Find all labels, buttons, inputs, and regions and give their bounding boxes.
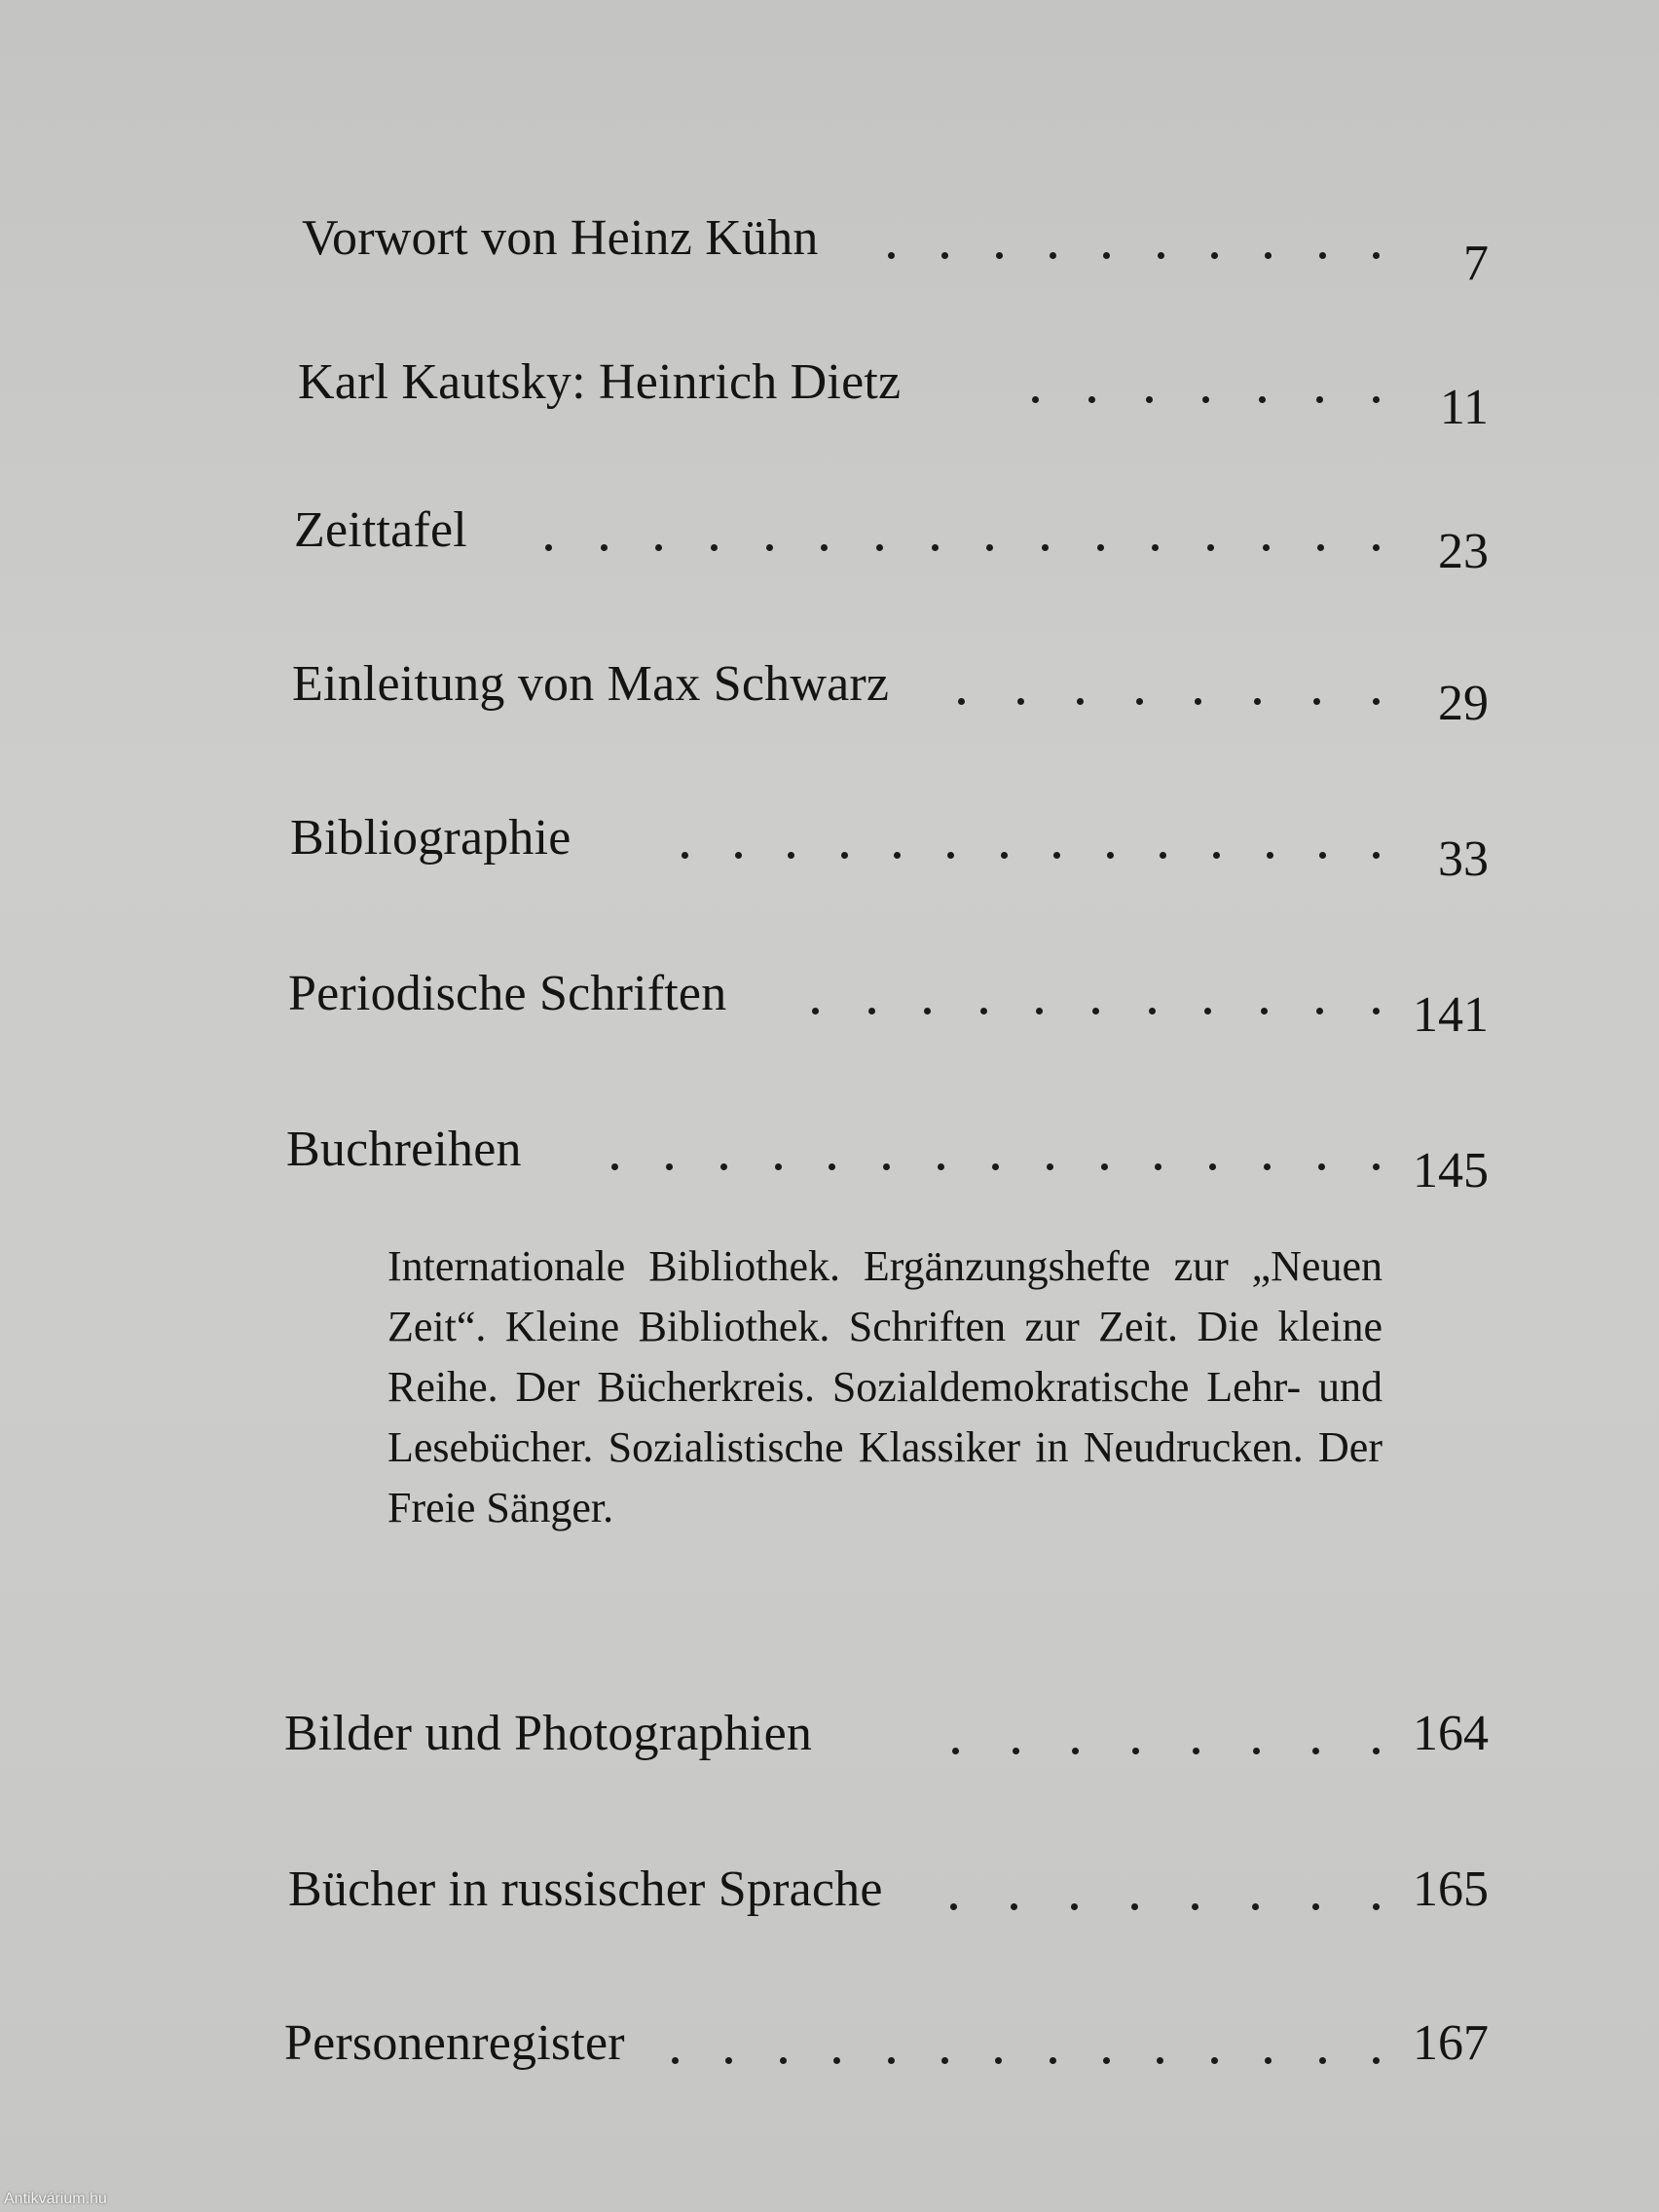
toc-entry-title: Bücher in russischer Sprache: [288, 1862, 883, 1917]
leader-dot: [952, 1748, 959, 1754]
leader-dot: [711, 544, 718, 551]
leader-dot: [1211, 2057, 1218, 2064]
dot-leader: [682, 812, 1380, 870]
leader-dot: [1317, 544, 1324, 551]
leader-dot: [941, 252, 948, 259]
leader-dot: [1319, 2057, 1326, 2064]
toc-entry-page: 7: [1463, 236, 1489, 291]
leader-dot: [1373, 1903, 1380, 1910]
leader-dot: [1053, 852, 1060, 859]
leader-dot: [996, 252, 1003, 259]
leader-dot: [1211, 252, 1218, 259]
leader-dot: [1207, 544, 1214, 551]
leader-dot: [775, 1163, 782, 1170]
dot-leader: [888, 212, 1380, 271]
leader-dot: [876, 544, 883, 551]
leader-dot: [1092, 1008, 1099, 1014]
toc-entry: [0, 497, 1659, 579]
leader-dot: [980, 1008, 987, 1014]
toc-entry: [0, 1116, 1659, 1198]
leader-dot: [1319, 252, 1326, 259]
leader-dot: [1011, 1903, 1017, 1910]
toc-entry: [0, 204, 1659, 291]
leader-dot: [1158, 252, 1164, 259]
leader-dot: [1204, 1008, 1211, 1014]
leader-dot: [986, 544, 993, 551]
toc-entry: [0, 349, 1659, 435]
leader-dot: [735, 852, 742, 859]
leader-dot: [1254, 698, 1261, 705]
toc-entry-title: Bibliographie: [290, 810, 571, 866]
leader-dot: [1253, 1748, 1260, 1754]
leader-dot: [766, 544, 773, 551]
watermark-text: Antikvárium.hu: [4, 2191, 107, 2207]
leader-dot: [1001, 852, 1008, 859]
leader-dot: [1193, 1748, 1199, 1754]
dot-leader: [672, 2017, 1380, 2076]
leader-dot: [1209, 1163, 1216, 1170]
toc-entry-title: Einleitung von Max Schwarz: [292, 656, 890, 712]
toc-entry-page: 23: [1438, 524, 1489, 579]
leader-dot: [947, 852, 954, 859]
leader-dot: [894, 852, 901, 859]
toc-entry-page: 29: [1438, 676, 1489, 731]
leader-dot: [883, 1163, 890, 1170]
leader-dot: [1101, 1163, 1108, 1170]
leader-dot: [1088, 396, 1095, 403]
leader-dot: [1373, 1008, 1380, 1014]
leader-dot: [841, 852, 848, 859]
toc-entry: [0, 1700, 1659, 1778]
leader-dot: [950, 1903, 957, 1910]
dot-leader: [1032, 356, 1380, 415]
toc-entry-page: 33: [1438, 831, 1489, 887]
leader-dot: [1312, 1903, 1319, 1910]
leader-dot: [1132, 1748, 1139, 1754]
leader-dot: [1107, 852, 1114, 859]
toc-entry-page: 167: [1413, 2015, 1489, 2071]
leader-dot: [1213, 852, 1220, 859]
leader-dot: [1047, 1163, 1053, 1170]
leader-dot: [812, 1008, 819, 1014]
leader-dot: [1316, 1008, 1323, 1014]
leader-dot: [780, 2057, 787, 2064]
leader-dot: [1036, 1008, 1043, 1014]
leader-dot: [1261, 1008, 1268, 1014]
leader-dot: [601, 544, 608, 551]
toc-entry-title: Vorwort von Heinz Kühn: [302, 210, 819, 266]
leader-dot: [1103, 252, 1110, 259]
leader-dot: [1131, 1903, 1138, 1910]
leader-dot: [545, 544, 552, 551]
leader-dot: [1103, 2057, 1110, 2064]
toc-entry: [0, 2009, 1659, 2087]
leader-dot: [1136, 698, 1143, 705]
leader-dot: [924, 1008, 931, 1014]
leader-dot: [1252, 1903, 1259, 1910]
leader-dot: [1373, 2057, 1380, 2064]
leader-dot: [1032, 396, 1039, 403]
buchreihen-subentries: Internationale Bibliothek. Ergänzungshefte zur „Neuen Zeit“. Kleine Bibliothek. Schriften zur Zeit. Die kleine Reihe. Der Bücherkreis. Sozialdemokratische Lehr- und Lesebücher. Sozialistische Klassiker in Neudrucken. Der Freie Sänger.: [387, 1242, 1382, 1531]
toc-entry-title: Personenregister: [284, 2015, 625, 2071]
leader-dot: [941, 2057, 948, 2064]
leader-dot: [1017, 698, 1024, 705]
toc-entry-title: Buchreihen: [286, 1122, 522, 1177]
toc-entry-page: 141: [1413, 987, 1489, 1043]
leader-dot: [1319, 852, 1326, 859]
leader-dot: [868, 1008, 875, 1014]
leader-dot: [992, 1163, 999, 1170]
leader-dot: [958, 698, 965, 705]
toc-entry-title: Zeittafel: [294, 502, 467, 558]
leader-dot: [1373, 698, 1380, 705]
leader-dot: [720, 1163, 727, 1170]
toc-entry-page: 165: [1413, 1862, 1489, 1917]
leader-dot: [938, 1163, 944, 1170]
leader-dot: [1072, 1748, 1079, 1754]
leader-dot: [1149, 1008, 1156, 1014]
toc-entry-page: 164: [1413, 1706, 1489, 1761]
leader-dot: [1373, 852, 1380, 859]
dot-leader: [611, 1124, 1380, 1182]
leader-dot: [1313, 698, 1320, 705]
leader-dot: [1264, 1163, 1271, 1170]
dot-leader: [952, 1708, 1380, 1766]
leader-dot: [611, 1163, 618, 1170]
leader-dot: [1146, 396, 1153, 403]
leader-dot: [682, 852, 688, 859]
leader-dot: [821, 544, 828, 551]
toc-entry-title: Karl Kautsky: Heinrich Dietz: [298, 354, 902, 410]
dot-leader: [812, 968, 1380, 1026]
leader-dot: [1157, 2057, 1163, 2064]
toc-entry-page: 11: [1439, 380, 1489, 435]
toc-entry: [0, 1856, 1659, 1934]
leader-dot: [1160, 852, 1166, 859]
toc-entry-page: 145: [1413, 1143, 1489, 1198]
leader-dot: [1192, 1903, 1198, 1910]
leader-dot: [1013, 1748, 1019, 1754]
leader-dot: [1373, 544, 1380, 551]
leader-dot: [1050, 252, 1056, 259]
dot-leader: [958, 658, 1380, 717]
leader-dot: [829, 1163, 835, 1170]
leader-dot: [888, 2057, 895, 2064]
leader-dot: [888, 252, 895, 259]
leader-dot: [1316, 396, 1323, 403]
dot-leader: [950, 1863, 1380, 1922]
leader-dot: [833, 2057, 840, 2064]
leader-dot: [1050, 2057, 1056, 2064]
leader-dot: [1097, 544, 1104, 551]
leader-dot: [1318, 1163, 1325, 1170]
leader-dot: [1152, 544, 1159, 551]
leader-dot: [1202, 396, 1209, 403]
leader-dot: [1265, 2057, 1272, 2064]
leader-dot: [1155, 1163, 1161, 1170]
leader-dot: [672, 2057, 679, 2064]
leader-dot: [932, 544, 939, 551]
leader-dot: [666, 1163, 673, 1170]
leader-dot: [1373, 252, 1380, 259]
leader-dot: [1312, 1748, 1319, 1754]
leader-dot: [1267, 852, 1273, 859]
leader-dot: [1195, 698, 1201, 705]
leader-dot: [1373, 1163, 1380, 1170]
leader-dot: [1077, 698, 1084, 705]
leader-dot: [655, 544, 662, 551]
toc-entry: [0, 804, 1659, 887]
leader-dot: [995, 2057, 1002, 2064]
leader-dot: [1265, 252, 1272, 259]
leader-dot: [1263, 544, 1270, 551]
leader-dot: [788, 852, 794, 859]
toc-entry: [0, 960, 1659, 1043]
leader-dot: [1042, 544, 1049, 551]
dot-leader: [545, 504, 1380, 563]
leader-dot: [1259, 396, 1266, 403]
leader-dot: [1373, 1748, 1380, 1754]
toc-entry-title: Bilder und Photographien: [284, 1706, 813, 1761]
leader-dot: [725, 2057, 732, 2064]
toc-entry-title: Periodische Schriften: [288, 966, 727, 1021]
toc-entry: [0, 650, 1659, 731]
leader-dot: [1071, 1903, 1078, 1910]
leader-dot: [1373, 396, 1380, 403]
